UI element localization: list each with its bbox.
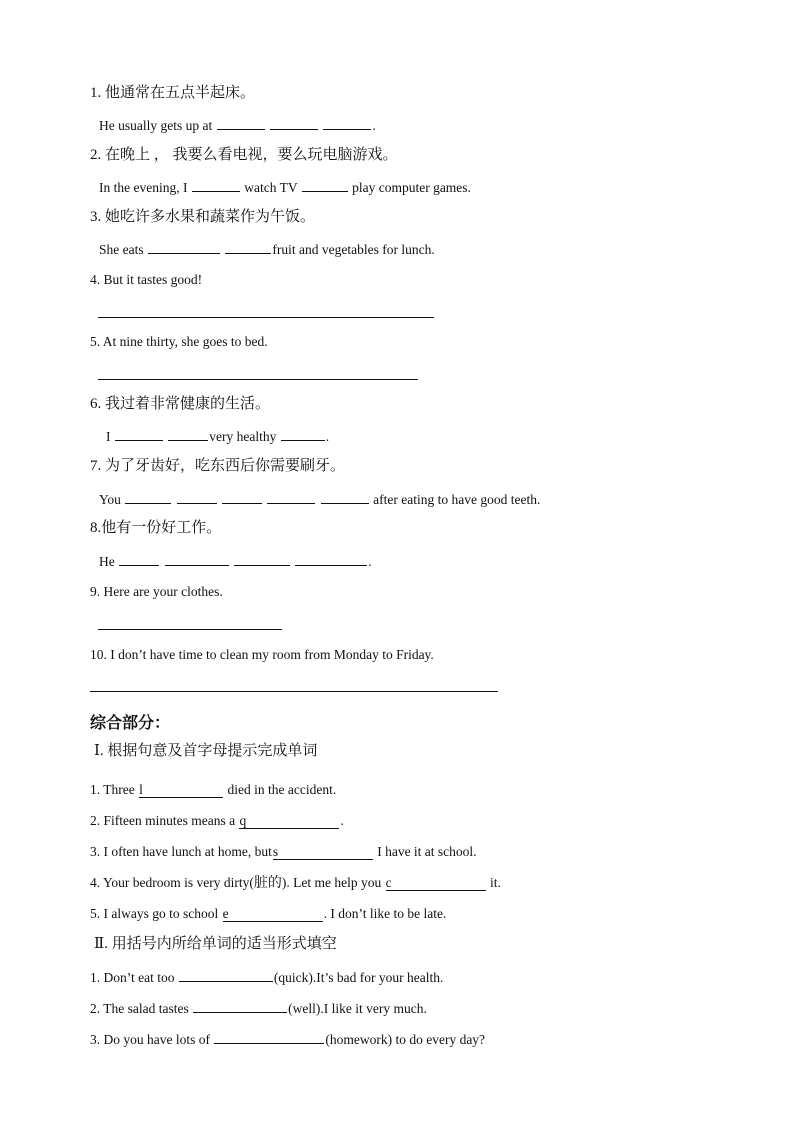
question-2-suffix: play computer games. (352, 180, 471, 195)
question-8-english (99, 552, 372, 571)
item-prefix: 5. I always go to school (90, 906, 219, 921)
blank[interactable] (234, 552, 290, 566)
part-i-title: Ⅰ. 根据句意及首字母提示完成单词 (94, 743, 318, 759)
question-2-middle: watch TV (244, 180, 298, 195)
answer-line[interactable] (98, 317, 434, 318)
question-2-chinese: 2. 在晚上 ， 我要么看电视，要么玩电脑游戏。 (90, 147, 398, 163)
hint-letter: l (139, 782, 143, 797)
part-ii-item-3 (90, 1030, 485, 1049)
blank[interactable] (281, 427, 325, 441)
answer-line[interactable] (98, 379, 418, 380)
part-i-item-5 (90, 905, 446, 923)
blank[interactable] (168, 427, 208, 441)
blank[interactable] (270, 116, 318, 130)
part-i-item-2 (90, 812, 344, 830)
question-7-suffix: after eating to have good teeth. (373, 492, 541, 507)
question-6-middle: very healthy (209, 429, 277, 444)
question-3-english (99, 240, 435, 259)
answer-line[interactable] (98, 629, 282, 630)
blank[interactable] (148, 240, 220, 254)
blank[interactable] (295, 552, 367, 566)
answer-blank[interactable] (193, 999, 287, 1013)
blank[interactable] (119, 552, 159, 566)
part-i-item-1 (90, 781, 336, 799)
blank[interactable] (165, 552, 229, 566)
question-1-prefix: He usually gets up at (99, 118, 213, 133)
question-6-english (106, 427, 329, 446)
blank[interactable] (225, 240, 271, 254)
blank[interactable] (125, 490, 171, 504)
blank[interactable] (222, 490, 262, 504)
question-5-text: 5. At nine thirty, she goes to bed. (90, 334, 268, 349)
section-title: 综合部分： (90, 713, 171, 732)
hint-letter: c (385, 875, 392, 890)
answer-blank[interactable] (386, 876, 486, 891)
question-2-english (99, 178, 471, 197)
question-8-prefix: He (99, 554, 115, 569)
blank[interactable] (217, 116, 265, 130)
blank[interactable] (321, 490, 369, 504)
hint-letter: s (272, 844, 279, 859)
item-prefix: 4. Your bedroom is very dirty( (90, 875, 254, 890)
answer-blank[interactable] (214, 1030, 324, 1044)
item-prefix: 1. Don’t eat too (90, 970, 175, 985)
item-prefix: 3. Do you have lots of (90, 1032, 210, 1047)
part-ii-item-2 (90, 999, 427, 1018)
item-prefix: 2. Fifteen minutes means a (90, 813, 236, 828)
answer-blank[interactable] (223, 907, 323, 922)
item-suffix: died in the accident. (227, 782, 337, 797)
item-suffix: (quick).It’s bad for your health. (273, 970, 444, 985)
question-8-end: . (368, 554, 372, 569)
item-suffix: I have it at school. (377, 844, 477, 859)
item-suffix: . (340, 813, 344, 828)
item-suffix: (well).I like it very much. (288, 1001, 427, 1016)
question-7-prefix: You (99, 492, 121, 507)
blank[interactable] (302, 178, 348, 192)
item-prefix: 3. I often have lunch at home, but (90, 844, 272, 859)
question-3-suffix: fruit and vegetables for lunch. (272, 242, 435, 257)
answer-line[interactable] (90, 691, 498, 692)
question-3-prefix: She eats (99, 242, 144, 257)
question-4-text: 4. But it tastes good! (90, 272, 203, 287)
question-7-chinese: 7. 为了牙齿好，吃东西后你需要刷牙。 (90, 458, 346, 474)
part-ii-item-1 (90, 968, 443, 987)
question-2-prefix: In the evening, I (99, 180, 188, 195)
question-6-end: . (325, 429, 330, 444)
question-6-prefix: I (106, 429, 111, 444)
question-3-chinese: 3. 她吃许多水果和蔬菜作为午饭。 (90, 209, 316, 225)
question-9-text: 9. Here are your clothes. (90, 584, 223, 599)
answer-blank[interactable] (239, 814, 339, 829)
question-1-english (99, 116, 376, 135)
item-suffix: . I don’t like to be late. (323, 906, 447, 921)
hint-letter: e (222, 906, 229, 921)
question-6-chinese: 6. 我过着非常健康的生活。 (90, 396, 271, 412)
hint-letter: q (239, 813, 247, 828)
question-7-english (99, 490, 540, 509)
question-8-chinese: 8.他有一份好工作。 (90, 520, 222, 536)
item-suffix: (homework) to do every day? (325, 1032, 486, 1047)
question-1-chinese: 1. 他通常在五点半起床。 (90, 85, 256, 101)
answer-blank[interactable] (273, 845, 373, 860)
item-chinese-gloss: 脏的 (253, 876, 282, 891)
blank[interactable] (267, 490, 315, 504)
part-ii-title: Ⅱ. 用括号内所给单词的适当形式填空 (94, 936, 337, 952)
question-1-end: . (372, 118, 376, 133)
blank[interactable] (323, 116, 371, 130)
item-suffix: it. (489, 875, 501, 890)
item-middle: ). Let me help you (281, 875, 382, 890)
item-prefix: 1. Three (90, 782, 135, 797)
question-10-text: 10. I don’t have time to clean my room from Monday to Friday. (90, 647, 434, 662)
part-i-item-3 (90, 843, 477, 861)
answer-blank[interactable] (179, 968, 273, 982)
blank[interactable] (115, 427, 163, 441)
blank[interactable] (192, 178, 240, 192)
part-i-item-4 (90, 874, 501, 893)
answer-blank[interactable] (139, 783, 223, 798)
item-prefix: 2. The salad tastes (90, 1001, 189, 1016)
blank[interactable] (177, 490, 217, 504)
